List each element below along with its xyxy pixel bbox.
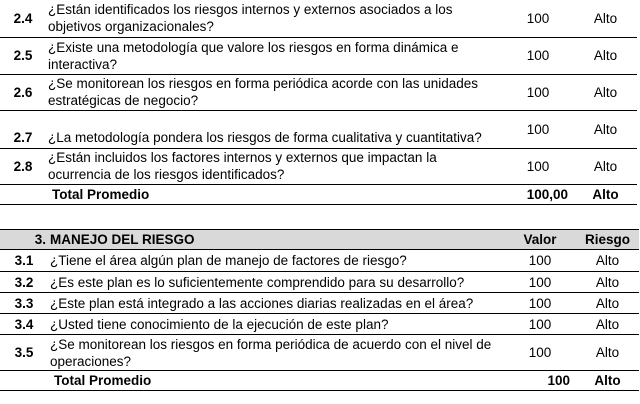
section-header-row xyxy=(0,230,639,250)
table-row xyxy=(0,37,637,74)
question-number: 2.8 xyxy=(0,148,46,184)
riesgo-cell: Alto xyxy=(574,148,637,184)
question-text: ¿Es este plan es lo suficientemente comprendido para su desarrollo? xyxy=(48,272,504,293)
riesgo-cell: Alto xyxy=(574,110,637,148)
riesgo-cell: Alto xyxy=(576,293,639,314)
total-label: Total Promedio xyxy=(46,184,502,204)
question-number: 3.3 xyxy=(0,293,48,314)
question-text: ¿Están identificados los riesgos internos y externos asociados a los objetivos organizacionales? xyxy=(46,0,502,37)
table-row xyxy=(0,272,639,293)
valor-cell: 100 xyxy=(504,272,576,293)
total-row xyxy=(0,184,637,204)
table-row xyxy=(0,74,637,110)
question-number: 2.6 xyxy=(0,74,46,110)
question-number: 3.2 xyxy=(0,272,48,293)
table-row xyxy=(0,335,639,371)
question-text: ¿Usted tiene conocimiento de la ejecución de este plan? xyxy=(48,314,504,335)
question-text: ¿Existe una metodología que valore los riesgos en forma dinámica e interactiva? xyxy=(46,37,502,74)
table-row xyxy=(0,293,639,314)
riesgo-cell: Alto xyxy=(574,74,637,110)
table-row xyxy=(0,250,639,272)
question-number: 3.5 xyxy=(0,335,48,371)
total-row xyxy=(0,371,639,391)
valor-cell: 100 xyxy=(502,0,574,37)
question-text: ¿Están incluidos los factores internos y externos que impactan la ocurrencia de los riesgos identificados? xyxy=(46,148,502,184)
question-text: ¿La metodología pondera los riesgos de forma cualitativa y cuantitativa? xyxy=(46,110,502,148)
valor-cell: 100 xyxy=(504,250,576,272)
valor-header: Valor xyxy=(504,230,576,250)
section-3-table xyxy=(0,229,639,391)
valor-cell: 100 xyxy=(504,293,576,314)
question-number: 3.4 xyxy=(0,314,48,335)
section-number: 3. xyxy=(0,230,48,250)
table-row xyxy=(0,314,639,335)
valor-cell: 100 xyxy=(502,37,574,74)
riesgo-cell: Alto xyxy=(576,250,639,272)
total-valor: 100 xyxy=(504,371,576,391)
riesgo-header: Riesgo xyxy=(576,230,639,250)
question-text: ¿Tiene el área algún plan de manejo de factores de riesgo? xyxy=(48,250,504,272)
question-text: ¿Se monitorean los riesgos en forma periódica de acuerdo con el nivel de operaciones? xyxy=(48,335,504,371)
section-title: MANEJO DEL RIESGO xyxy=(48,230,504,250)
valor-cell: 100 xyxy=(502,148,574,184)
valor-cell: 100 xyxy=(504,314,576,335)
riesgo-cell: Alto xyxy=(576,314,639,335)
table-row xyxy=(0,0,637,37)
question-number: 2.5 xyxy=(0,37,46,74)
valor-cell: 100 xyxy=(502,110,574,148)
total-riesgo: Alto xyxy=(576,371,639,391)
table-row xyxy=(0,148,637,184)
riesgo-cell: Alto xyxy=(576,272,639,293)
table-row xyxy=(0,110,637,148)
total-valor: 100,00 xyxy=(502,184,574,204)
question-number: 3.1 xyxy=(0,250,48,272)
riesgo-cell: Alto xyxy=(574,0,637,37)
riesgo-cell: Alto xyxy=(574,37,637,74)
valor-cell: 100 xyxy=(504,335,576,371)
valor-cell: 100 xyxy=(502,74,574,110)
riesgo-cell: Alto xyxy=(576,335,639,371)
question-number: 2.4 xyxy=(0,0,46,37)
question-text: ¿Se monitorean los riesgos en forma periódica acorde con las unidades estratégicas de negocio? xyxy=(46,74,502,110)
question-number: 2.7 xyxy=(0,110,46,148)
total-riesgo: Alto xyxy=(574,184,637,204)
total-label: Total Promedio xyxy=(48,371,504,391)
question-text: ¿Este plan está integrado a las acciones diarias realizadas en el área? xyxy=(48,293,504,314)
